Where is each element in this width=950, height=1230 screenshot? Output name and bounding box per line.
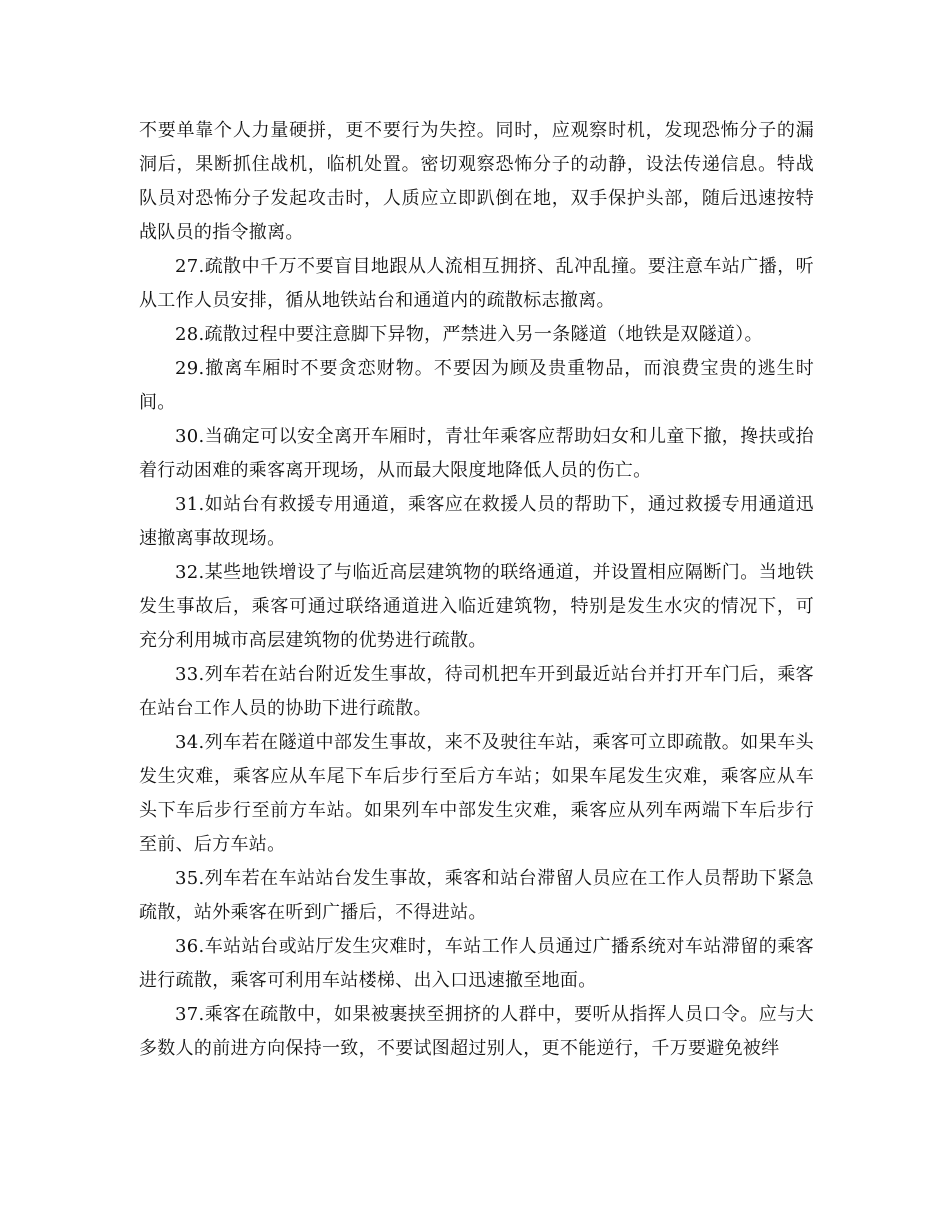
paragraph-continued: 不要单靠个人力量硬拼，更不要行为失控。同时，应观察时机，发现恐怖分子的漏洞后，果断抓住战机，临机处置。密切观察恐怖分子的动静，设法传递信息。特战队员对恐怖分子发起攻击时，人质应立即趴倒在地，双手保护头部，随后迅速按特战队员的指令撤离。 [139,120,814,243]
paragraph-item-32: 32.某些地铁增设了与临近高层建筑物的联络通道，并设置相应隔断门。当地铁发生事故后，乘客可通过联络通道进入临近建筑物，特别是发生水灾的情况下，可充分利用城市高层建筑物的优势进行疏散。 [139,562,814,651]
paragraph-item-36: 36.车站站台或站厅发生灾难时，车站工作人员通过广播系统对车站滞留的乘客进行疏散，乘客可利用车站楼梯、出入口迅速撤至地面。 [139,936,814,991]
paragraph-item-28: 28.疏散过程中要注意脚下异物，严禁进入另一条隧道（地铁是双隧道）。 [175,324,763,345]
paragraph-item-33: 33.列车若在站台附近发生事故，待司机把车开到最近站台并打开车门后，乘客在站台工作人员的协助下进行疏散。 [139,664,814,719]
paragraph-item-35: 35.列车若在车站站台发生事故，乘客和站台滞留人员应在工作人员帮助下紧急疏散，站外乘客在听到广播后，不得进站。 [139,868,814,923]
paragraph-item-30: 30.当确定可以安全离开车厢时，青壮年乘客应帮助妇女和儿童下撤，搀扶或抬着行动困难的乘客离开现场，从而最大限度地降低人员的伤亡。 [139,426,814,481]
document-page [139,114,814,1066]
paragraph-item-37: 37.乘客在疏散中，如果被裹挟至拥挤的人群中，要听从指挥人员口令。应与大多数人的前进方向保持一致，不要试图超过别人，更不能逆行，千万要避免被绊 [139,1004,814,1059]
paragraph-item-31: 31.如站台有救援专用通道，乘客应在救援人员的帮助下，通过救援专用通道迅速撤离事故现场。 [139,494,814,549]
paragraph-item-27: 27.疏散中千万不要盲目地跟从人流相互拥挤、乱冲乱撞。要注意车站广播，听从工作人员安排，循从地铁站台和通道内的疏散标志撤离。 [139,256,814,311]
paragraph-item-29: 29.撤离车厢时不要贪恋财物。不要因为顾及贵重物品，而浪费宝贵的逃生时间。 [139,358,814,413]
paragraph-item-34: 34.列车若在隧道中部发生事故，来不及驶往车站，乘客可立即疏散。如果车头发生灾难，乘客应从车尾下车后步行至后方车站；如果车尾发生灾难，乘客应从车头下车后步行至前方车站。如果列车中部发生灾难，乘客应从列车两端下车后步行至前、后方车站。 [139,732,814,855]
